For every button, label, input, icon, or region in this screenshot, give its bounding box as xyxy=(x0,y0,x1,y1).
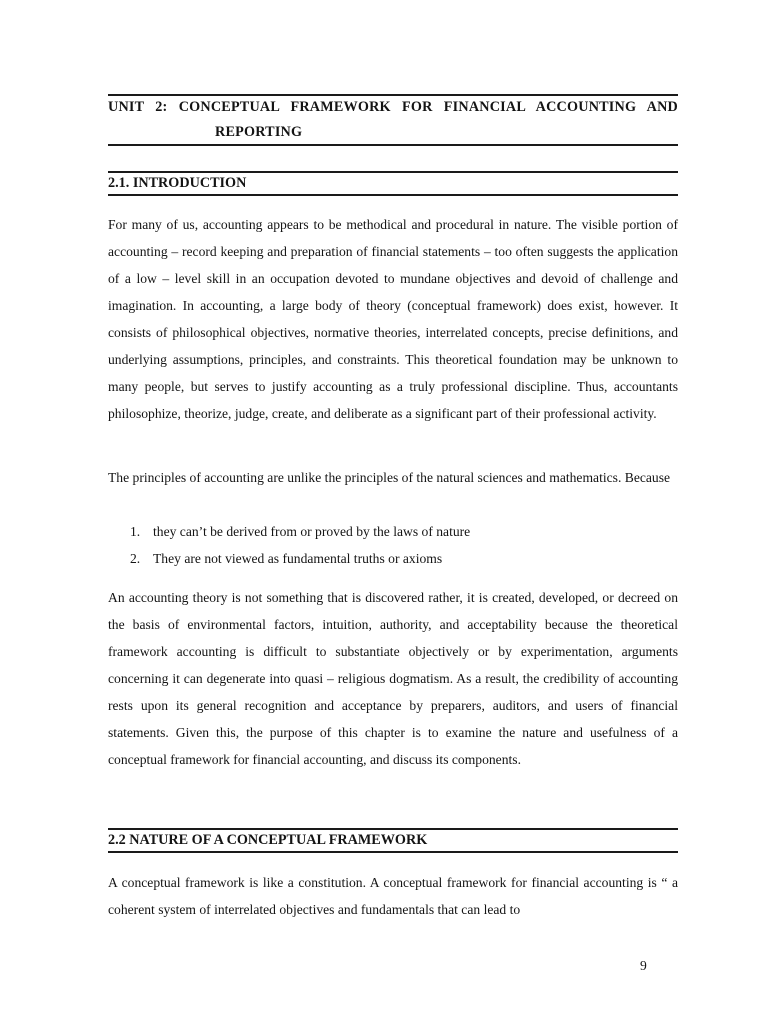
intro-paragraph-2: The principles of accounting are unlike the principles of the natural sciences and mathematics. Because xyxy=(108,470,671,485)
intro-paragraph-3: An accounting theory is not something that is discovered rather, it is created, developed, or decreed on the basis of environmental factors, intuition, authority, and acceptability because the theoretical framework accounting is difficult to substantiate objectively or by experimentation, arguments concerning it can degenerate into quasi – religious dogmatism. As a result, the credibility of accounting rests upon its general recognition and acceptance by preparers, auditors, and users of financial statements. Given this, the purpose of this chapter is to examine the nature and usefulness of a conceptual framework for financial accounting, and discuss its components. xyxy=(108,590,678,767)
unit-title-line2: REPORTING xyxy=(215,124,303,140)
list-item-text: They are not viewed as fundamental truths or axioms xyxy=(153,551,443,566)
section-heading-text: 2.2 NATURE OF A CONCEPTUAL FRAMEWORK xyxy=(108,832,428,848)
list-item-number: 2. xyxy=(130,551,141,566)
reasons-list xyxy=(108,518,678,572)
unit-title-block xyxy=(108,94,678,146)
list-item-text: they can’t be derived from or proved by the laws of nature xyxy=(153,524,471,539)
section-heading-text: 2.1. INTRODUCTION xyxy=(108,175,247,191)
intro-paragraph-1: For many of us, accounting appears to be methodical and procedural in nature. The visible portion of accounting – record keeping and preparation of financial statements – too often suggests the application of a low – level skill in an occupation devoted to mundane objectives and devoid of challenge and imagination. In accounting, a large body of theory (conceptual framework) does exist, however. It consists of philosophical objectives, normative theories, interrelated concepts, precise definitions, and underlying assumptions, principles, and constraints. This theoretical foundation may be unknown to many people, but serves to justify accounting as a truly professional discipline. Thus, accountants philosophize, theorize, judge, create, and deliberate as a significant part of their professional activity. xyxy=(108,217,678,421)
nature-paragraph-1: A conceptual framework is like a constitution. A conceptual framework for financial accounting is “ a coherent system of interrelated objectives and fundamentals that can lead to xyxy=(108,875,678,917)
page-number: 9 xyxy=(640,958,647,973)
unit-title-line1: UNIT 2: CONCEPTUAL FRAMEWORK FOR FINANCIAL ACCOUNTING AND xyxy=(108,99,678,115)
section-heading-nature xyxy=(108,828,678,853)
section-heading-introduction xyxy=(108,171,678,196)
list-item-number: 1. xyxy=(130,524,141,539)
list-item xyxy=(108,545,678,572)
list-item xyxy=(108,518,678,545)
